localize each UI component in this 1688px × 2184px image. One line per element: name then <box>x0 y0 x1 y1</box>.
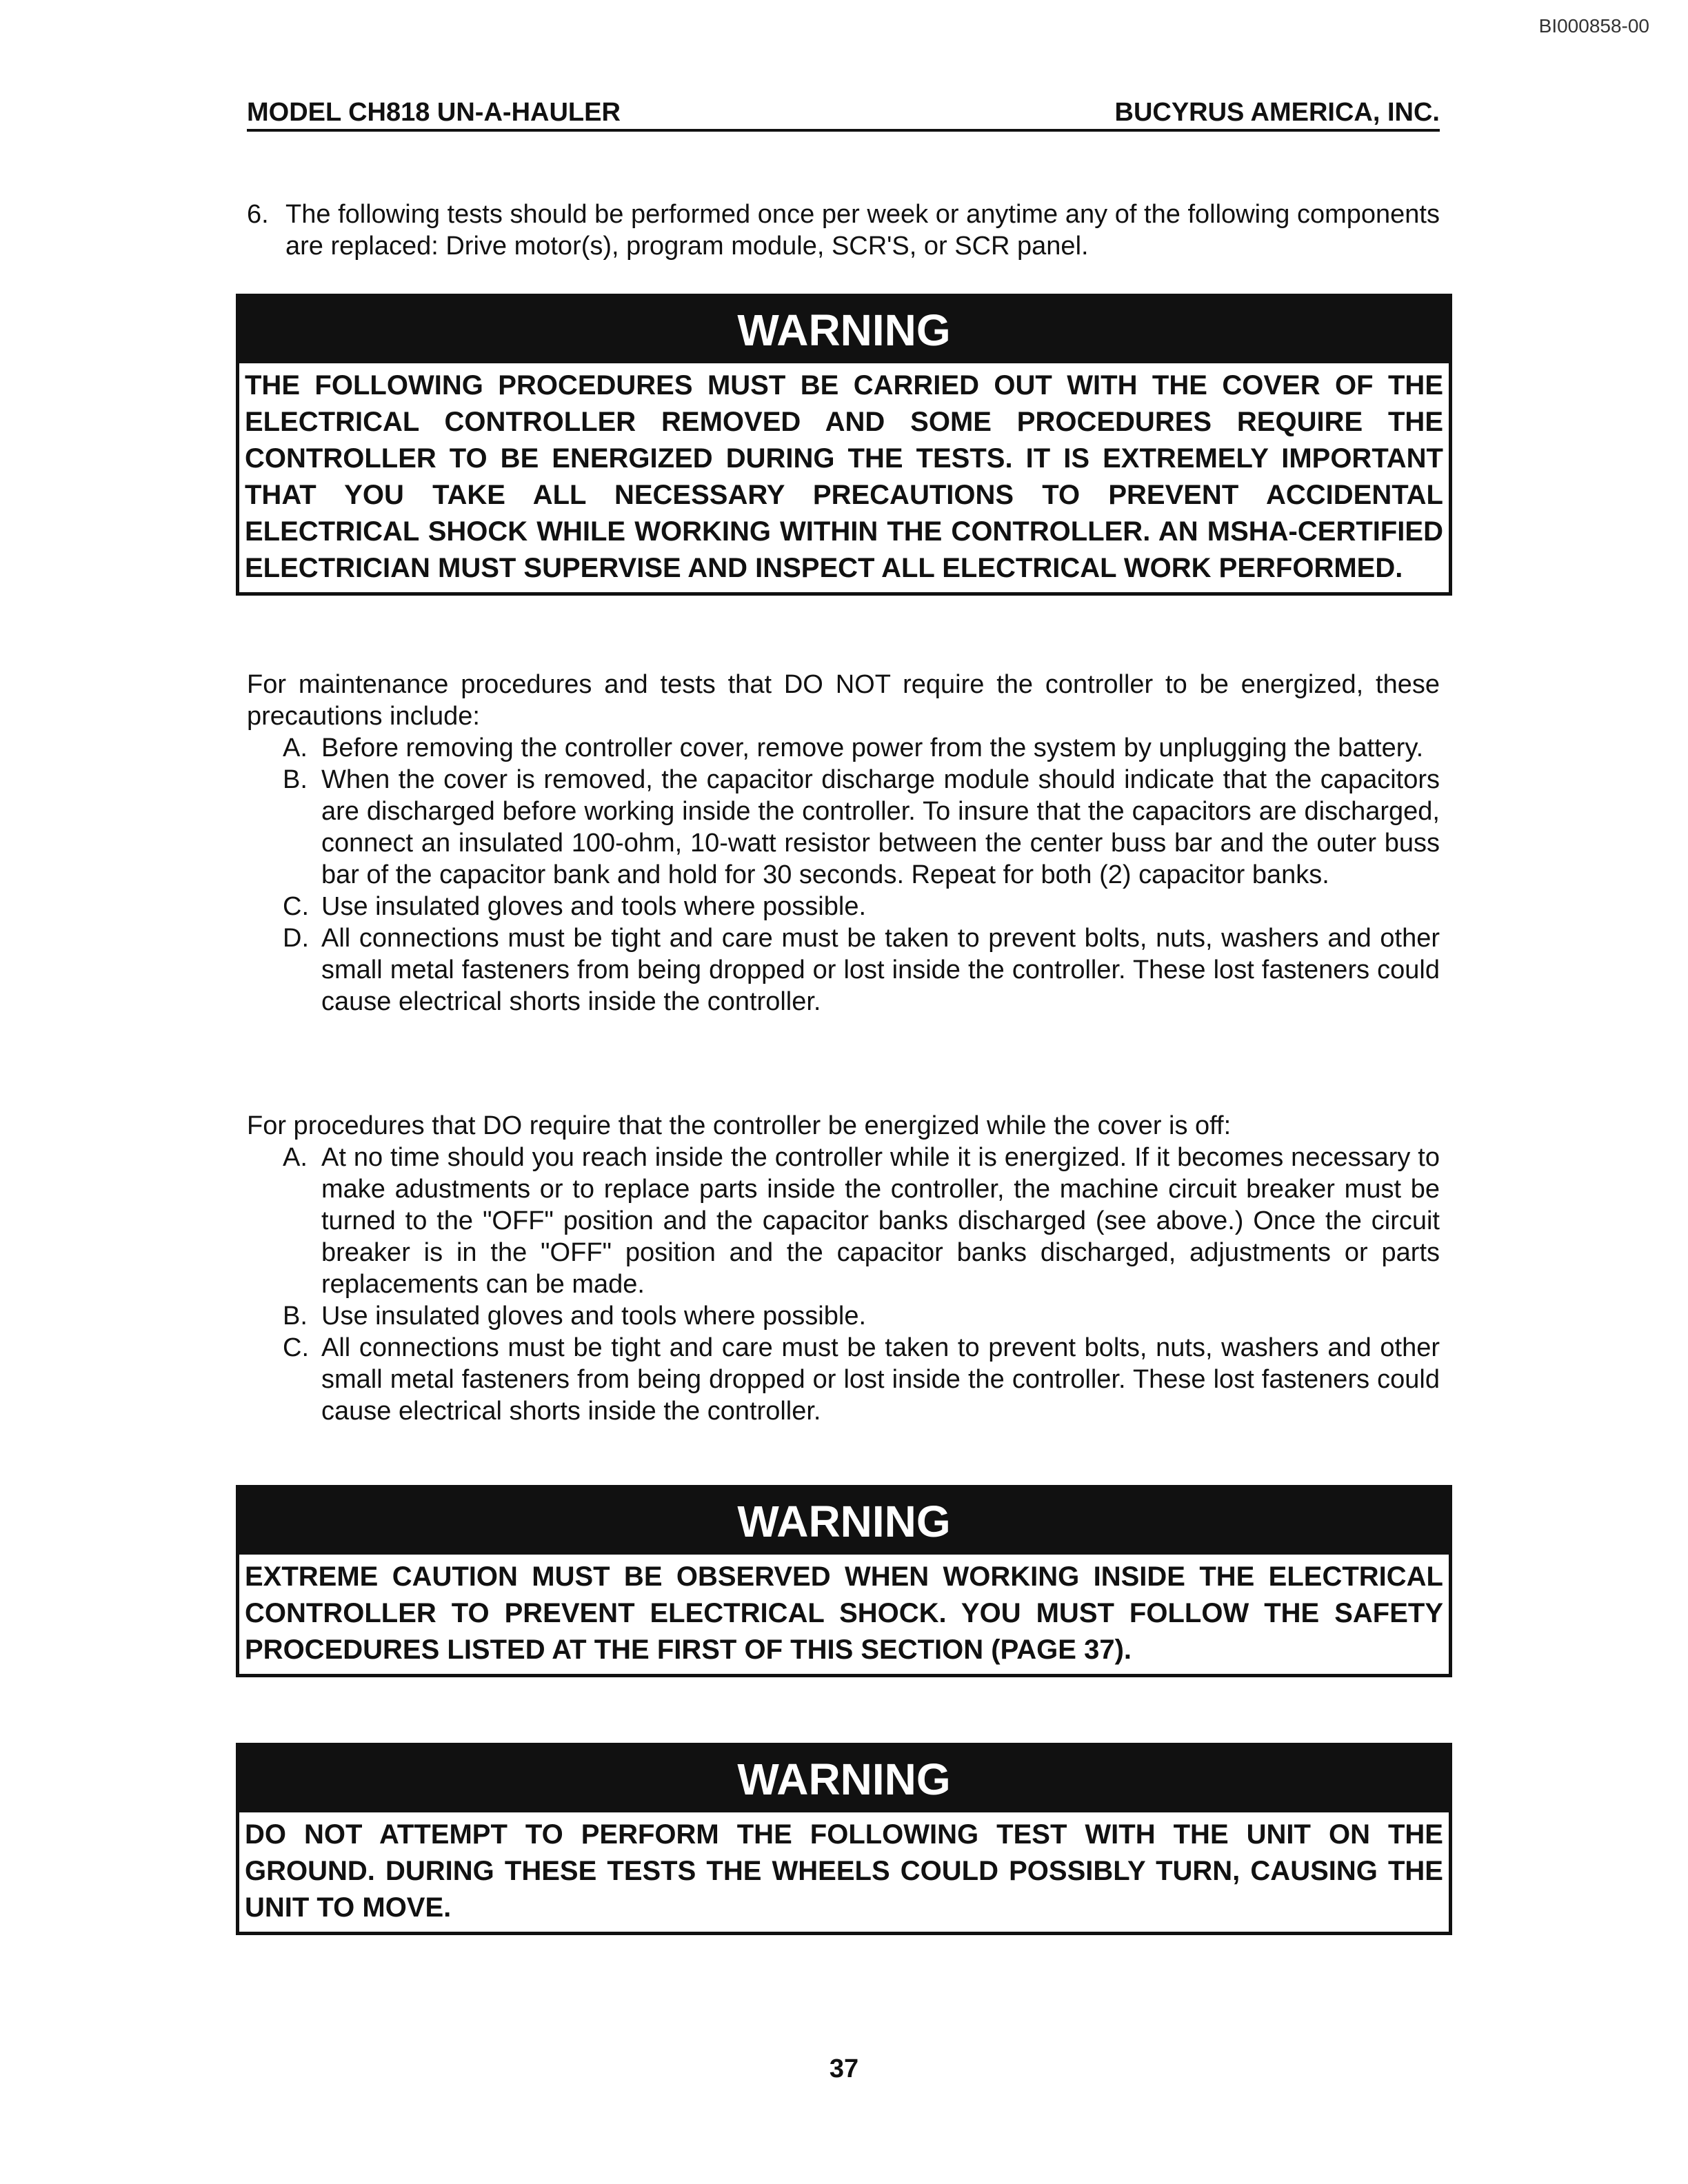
item-letter: A. <box>283 1143 308 1172</box>
item-text: At no time should you reach inside the controller while it is energized. If it becomes necessary to make adustments or to replace parts inside the controller, the machine circuit breaker must be turned to the "OFF" position and the capacitor banks discharged (see above.) Once the circuit breaker is in the "OFF" position and the capacitor banks discharged, adjustments or parts replacements can be made. <box>321 1143 1440 1299</box>
step-text: The following tests should be performed once per week or anytime any of the following components are replaced: Drive motor(s), program module, SCR'S, or SCR panel. <box>285 200 1440 261</box>
precaution-list <box>247 732 1440 1018</box>
warning-text: THE FOLLOWING PROCEDURES MUST BE CARRIED OUT WITH THE COVER OF THE ELECTRICAL CONTROLLER REMOVED AND SOME PROCEDURES REQUIRE THE CONTROLLER TO BE ENERGIZED DURING THE TESTS. IT IS EXTREMELY IMPORTANT THAT YOU TAKE ALL NECESSARY PRECAUTIONS TO PREVENT ACCIDENTAL ELECTRICAL SHOCK WHILE WORKING WITHIN THE CONTROLLER. AN MSHA-CERTIFIED ELECTRICIAN MUST SUPERVISE AND INSPECT ALL ELECTRICAL WORK PERFORMED. <box>245 370 1443 583</box>
list-item <box>247 1300 1440 1332</box>
precautions-energized <box>247 1110 1440 1427</box>
list-item <box>247 1142 1440 1300</box>
list-item <box>247 732 1440 764</box>
section-intro: For maintenance procedures and tests that DO NOT require the controller to be energized, these precautions include: <box>247 670 1440 731</box>
warning-text: DO NOT ATTEMPT TO PERFORM THE FOLLOWING TEST WITH THE UNIT ON THE GROUND. DURING THESE TESTS THE WHEELS COULD POSSIBLY TURN, CAUSING THE UNIT TO MOVE. <box>245 1819 1443 1923</box>
page-number: 37 <box>829 2054 859 2083</box>
document-id: BI000858-00 <box>1538 15 1649 37</box>
item-letter: B. <box>283 765 308 794</box>
warning-box-2 <box>236 1485 1452 1677</box>
item-text: Before removing the controller cover, remove power from the system by unplugging the battery. <box>321 734 1424 762</box>
list-item <box>247 891 1440 922</box>
item-text: When the cover is removed, the capacitor discharge module should indicate that the capacitors are discharged before working inside the controller. To insure that the capacitors are discharged, connect an insulated 100-ohm, 10-watt resistor between the center buss bar and the outer buss bar of the capacitor bank and hold for 30 seconds. Repeat for both (2) capacitor banks. <box>321 765 1440 889</box>
list-item <box>247 764 1440 891</box>
item-letter: C. <box>283 1333 309 1362</box>
section-intro: For procedures that DO require that the controller be energized while the cover is off: <box>247 1111 1232 1140</box>
item-text: Use insulated gloves and tools where possible. <box>321 892 867 921</box>
step-number: 6. <box>247 200 269 229</box>
warning-text: EXTREME CAUTION MUST BE OBSERVED WHEN WORKING INSIDE THE ELECTRICAL CONTROLLER TO PREVENT ELECTRICAL SHOCK. YOU MUST FOLLOW THE SAFETY PROCEDURES LISTED AT THE FIRST OF THIS SECTION (PAGE 37). <box>245 1561 1443 1665</box>
page-header <box>247 98 1440 132</box>
warning-title: WARNING <box>239 1488 1449 1555</box>
header-model: MODEL CH818 UN-A-HAULER <box>247 98 621 127</box>
item-letter: A. <box>283 734 308 762</box>
list-item <box>247 922 1440 1018</box>
item-letter: B. <box>283 1302 308 1331</box>
precaution-list <box>247 1142 1440 1427</box>
item-letter: D. <box>283 924 309 953</box>
warning-box-3 <box>236 1743 1452 1935</box>
list-item <box>247 1332 1440 1427</box>
item-text: All connections must be tight and care must be taken to prevent bolts, nuts, washers and other small metal fasteners from being dropped or lost inside the controller. These lost fasteners could cause electrical shorts inside the controller. <box>321 924 1440 1016</box>
precautions-not-energized <box>247 669 1440 1018</box>
warning-title: WARNING <box>239 297 1449 363</box>
item-letter: C. <box>283 892 309 921</box>
header-company: BUCYRUS AMERICA, INC. <box>1114 98 1440 127</box>
item-text: All connections must be tight and care must be taken to prevent bolts, nuts, washers and other small metal fasteners from being dropped or lost inside the controller. These lost fasteners could cause electrical shorts inside the controller. <box>321 1333 1440 1426</box>
step-6 <box>247 199 1440 262</box>
warning-title: WARNING <box>239 1746 1449 1812</box>
warning-box-1 <box>236 294 1452 596</box>
item-text: Use insulated gloves and tools where possible. <box>321 1302 867 1331</box>
